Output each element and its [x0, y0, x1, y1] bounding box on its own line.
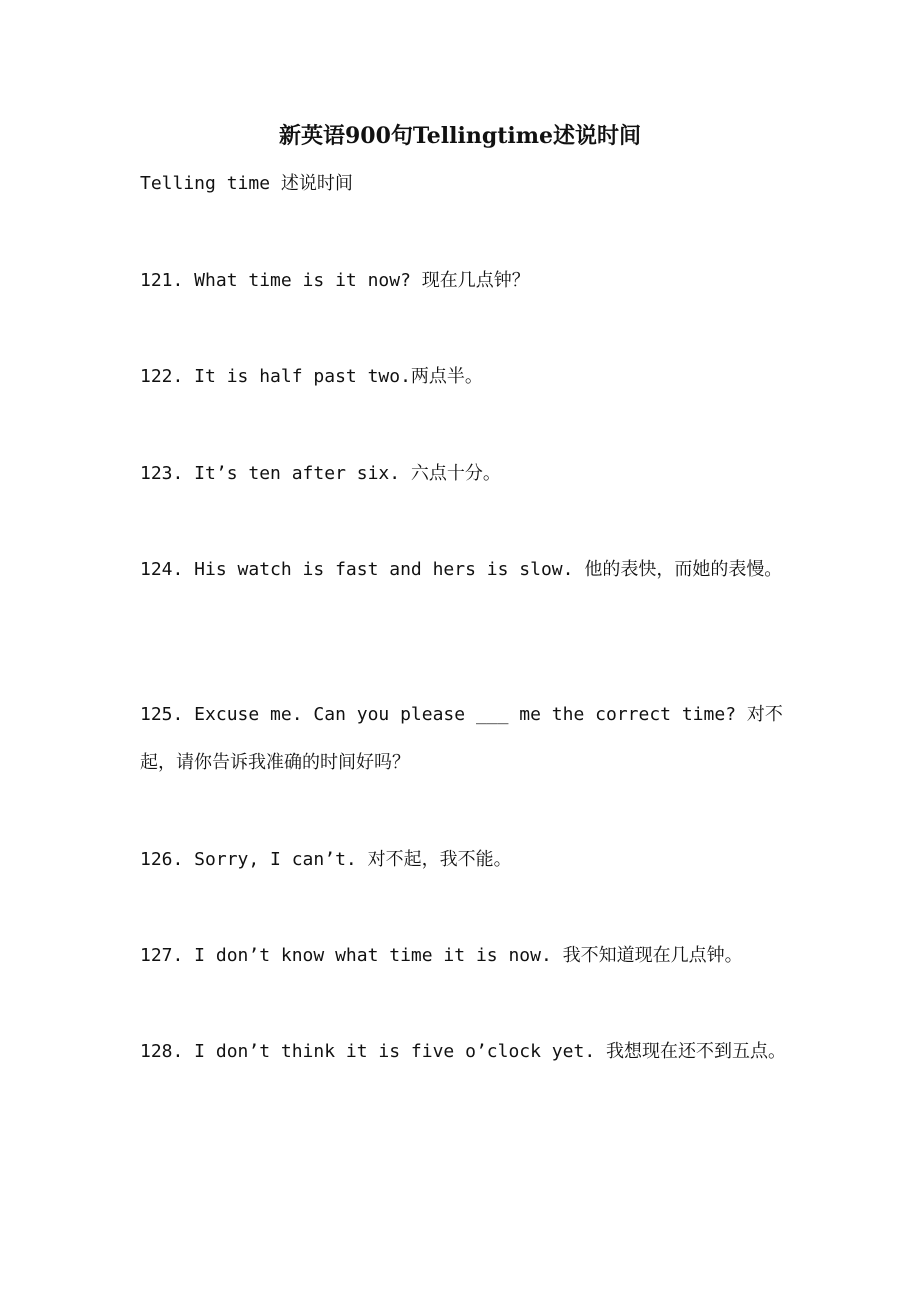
- section-heading: Telling time 述说时间: [140, 173, 353, 194]
- sentence-121: 121. What time is it now? 现在几点钟？: [140, 270, 530, 291]
- sentence-124: 124. His watch is fast and hers is slow. 他的表快，而她的表慢。: [140, 559, 783, 580]
- sentence-128: 128. I don’t think it is five o’clock yet. 我想现在还不到五点。: [140, 1041, 786, 1062]
- sentence-125: 125. Excuse me. Can you please ___ me the correct time? 对不起，请你告诉我准确的时间好吗？: [140, 704, 783, 773]
- sentence-123: 123. It’s ten after six. 六点十分。: [140, 463, 501, 484]
- sentence-126: 126. Sorry, I can’t. 对不起，我不能。: [140, 849, 512, 870]
- sentence-122: 122. It is half past two.两点半。: [140, 366, 483, 387]
- sentence-127: 127. I don’t know what time it is now. 我不知道现在几点钟。: [140, 945, 743, 966]
- document-title: 新英语900句Tellingtime述说时间: [278, 123, 641, 149]
